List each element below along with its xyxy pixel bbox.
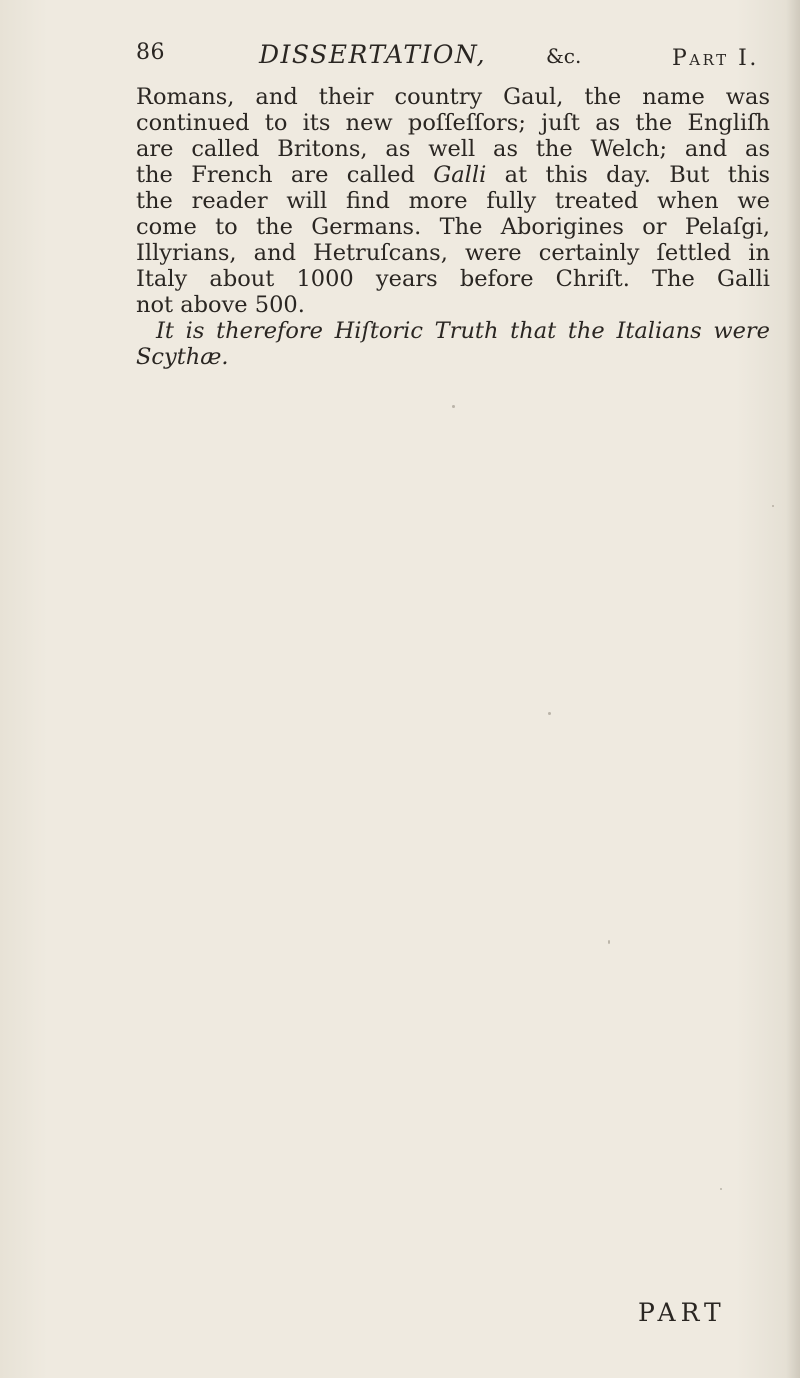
page-edge-shadow — [786, 0, 800, 1378]
text-line: Italy about 1000 years before Chriſt. The Galli — [136, 266, 770, 292]
text-line — [136, 162, 770, 188]
text-line: the reader will find more fully treated when we — [136, 188, 770, 214]
paper-speck — [452, 405, 455, 408]
paper-speck — [720, 1188, 722, 1190]
paper-speck — [772, 505, 774, 507]
italic-conclusion-line: It is therefore Hiſtoric Truth that the Italians were — [156, 318, 770, 344]
italic-conclusion-line: Scythæ. — [136, 344, 229, 370]
text-line: Romans, and their country Gaul, the name was — [136, 84, 770, 110]
text-line: not above 500. — [136, 292, 305, 318]
page-number: 86 — [136, 40, 165, 65]
part-label: Part I. — [672, 46, 759, 71]
body-text — [136, 84, 770, 370]
text-run: the French are called — [136, 162, 434, 188]
paper-speck — [608, 940, 610, 944]
text-line: are called Britons, as well as the Welch; and as — [136, 136, 770, 162]
text-run: at this day. But this — [486, 162, 770, 188]
text-line: come to the Germans. The Aborigines or Pelaſgi, — [136, 214, 770, 240]
page-header — [136, 40, 796, 84]
running-title-suffix: &c. — [546, 44, 582, 68]
running-title: DISSERTATION, — [259, 40, 487, 69]
text-line: Illyrians, and Hetruſcans, were certainly ſettled in — [136, 240, 770, 266]
text-line: continued to its new poſſeſſors; juſt as the Engliſh — [136, 110, 770, 136]
catchword: PART — [638, 1298, 726, 1327]
italic-term: Galli — [433, 162, 487, 188]
paper-speck — [548, 712, 551, 715]
